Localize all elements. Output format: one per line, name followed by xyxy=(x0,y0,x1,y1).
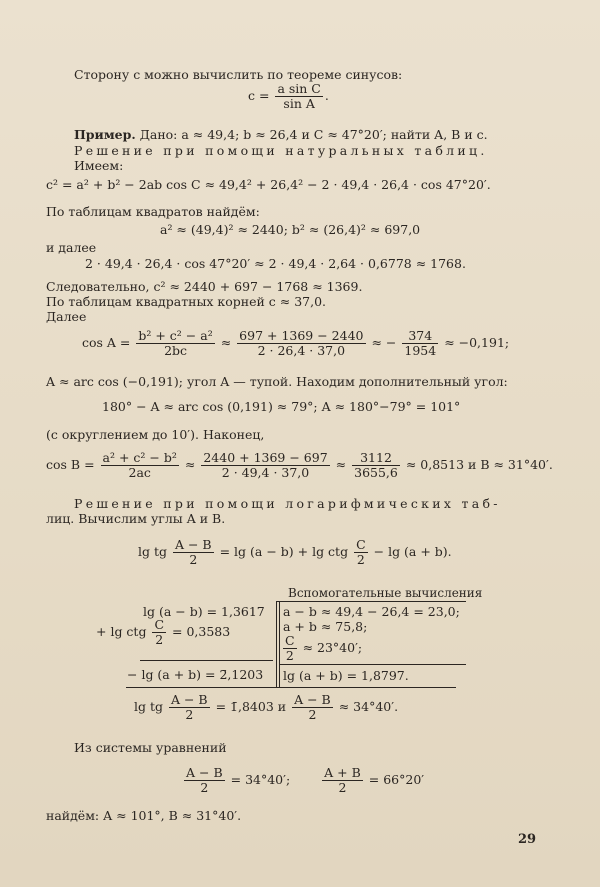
numerator: A − B xyxy=(170,692,208,707)
text-line: (с округлением до 10′). Наконец, xyxy=(46,427,265,442)
numerator: 697 + 1369 − 2440 xyxy=(239,328,364,343)
approx-sign: ≈ xyxy=(184,457,196,472)
fraction xyxy=(173,538,214,567)
equation-value: = 34°40′; xyxy=(230,772,291,787)
text-line: Следовательно, c² ≈ 2440 + 697 − 1768 ≈ 1369. xyxy=(46,279,363,294)
denominator: 2 xyxy=(155,632,164,647)
numerator: C xyxy=(285,633,295,648)
equation-value: = 66°20′ xyxy=(368,772,425,787)
log-row: lg (a − b) = 1,3617 xyxy=(143,604,265,619)
log-row xyxy=(96,618,230,647)
formula-lhs: cos A = xyxy=(82,335,131,350)
fraction xyxy=(136,329,214,358)
numerator: a² + c² − b² xyxy=(102,450,177,465)
numerator: b² + c² − a² xyxy=(138,328,213,343)
fraction xyxy=(352,451,400,480)
fraction xyxy=(201,451,329,480)
numerator: A + B xyxy=(324,765,361,780)
text-line: По таблицам квадратных корней c ≈ 37,0. xyxy=(46,294,327,309)
sum-rule xyxy=(140,660,273,661)
denominator: 2 xyxy=(189,552,198,567)
formula-lhs: cos B = xyxy=(46,457,95,472)
text-line: найдём: A ≈ 101°, B ≈ 31°40′. xyxy=(46,808,242,823)
result-value: = 1̄,8403 и xyxy=(215,699,287,714)
aux-rule xyxy=(280,664,466,665)
denominator: 2 xyxy=(200,780,209,795)
aux-value: ≈ 23°40′; xyxy=(302,640,363,655)
numerator: C xyxy=(154,617,165,632)
text-line: лиц. Вычислим углы A и B. xyxy=(46,511,226,526)
log-label: + lg ctg xyxy=(96,624,147,639)
example-text: Дано: a ≈ 49,4; b ≈ 26,4 и C ≈ 47°20′; найти A, B и c. xyxy=(139,127,488,142)
approx-sign: ≈ − xyxy=(371,335,397,350)
fraction xyxy=(184,766,225,795)
fraction xyxy=(283,634,297,663)
aux-rule xyxy=(276,601,466,602)
numerator: 2440 + 1369 − 697 xyxy=(203,450,328,465)
formula-line: 2 · 49,4 · 26,4 · cos 47°20′ ≈ 2 · 49,4 · 2,64 · 0,6778 ≈ 1768. xyxy=(85,256,466,271)
denominator: 2 xyxy=(308,707,317,722)
fraction xyxy=(169,693,210,722)
formula-lhs: lg tg xyxy=(138,544,167,559)
fraction xyxy=(292,693,333,722)
result-rule xyxy=(126,687,456,688)
example-label: Пример. xyxy=(74,127,136,142)
denominator: 2bc xyxy=(164,343,188,358)
text-line: По таблицам квадратов найдём: xyxy=(46,204,260,219)
section-heading: Решение при помощи натуральных таблиц. xyxy=(74,143,488,158)
aux-divider xyxy=(276,601,277,687)
denominator: 3655,6 xyxy=(354,465,398,480)
result-label: lg tg xyxy=(134,699,163,714)
fraction xyxy=(237,329,365,358)
text-line: A ≈ arc cos (−0,191); угол A — тупой. Находим дополнительный угол: xyxy=(46,374,508,389)
result-line xyxy=(134,693,398,722)
formula-cosA xyxy=(82,329,509,358)
formula-end: ≈ −0,191; xyxy=(444,335,510,350)
text-line: Сторону c можно вычислить по теореме синусов: xyxy=(74,67,403,82)
section-heading: Решение при помощи логарифмических таб- xyxy=(74,496,501,511)
approx-sign: ≈ xyxy=(220,335,232,350)
fraction xyxy=(354,538,368,567)
formula-c xyxy=(248,82,329,111)
numerator: A − B xyxy=(186,765,223,780)
denominator: 1954 xyxy=(404,343,437,358)
denominator: 2 · 26,4 · 37,0 xyxy=(257,343,346,358)
fraction xyxy=(275,82,322,111)
formula-line: a² ≈ (49,4)² ≈ 2440; b² ≈ (26,4)² ≈ 697,0 xyxy=(160,222,421,237)
numerator: 374 xyxy=(402,329,438,344)
equation-system xyxy=(182,766,424,795)
punct: . xyxy=(324,88,329,103)
text-line: и далее xyxy=(46,240,97,255)
formula-lgtg xyxy=(138,538,452,567)
numerator: C xyxy=(356,537,366,552)
denominator: 2 xyxy=(356,552,365,567)
text-line: Далее xyxy=(46,309,87,324)
formula-line: 180° − A ≈ arc cos (0,191) ≈ 79°; A ≈ 180°−79° = 101° xyxy=(102,399,461,414)
denominator: 2 · 49,4 · 37,0 xyxy=(221,465,310,480)
fraction xyxy=(402,329,438,358)
aux-title: Вспомогательные вычисления xyxy=(288,586,483,600)
formula-cosB xyxy=(46,451,553,480)
formula-line: c² = a² + b² − 2ab cos C ≈ 49,4² + 26,4² − 2 · 49,4 · 26,4 · cos 47°20′. xyxy=(46,177,491,192)
denominator: 2 xyxy=(338,780,347,795)
numerator: 3112 xyxy=(352,451,400,466)
aux-row: a + b ≈ 75,8; xyxy=(283,619,368,634)
fraction xyxy=(322,766,363,795)
formula-end: ≈ 0,8513 и B ≈ 31°40′. xyxy=(405,457,553,472)
result-end: ≈ 34°40′. xyxy=(338,699,399,714)
aux-row xyxy=(283,634,362,663)
formula-mid: = lg (a − b) + lg ctg xyxy=(219,544,349,559)
text-line: Из системы уравнений xyxy=(74,740,227,755)
aux-row: a − b ≈ 49,4 − 26,4 = 23,0; xyxy=(283,604,460,619)
denominator: 2 xyxy=(185,707,194,722)
aux-row: lg (a + b) = 1,8797. xyxy=(283,668,409,683)
log-value: = 0,3583 xyxy=(172,624,231,639)
text-line: Имеем: xyxy=(74,158,124,173)
numerator: a sin C xyxy=(277,81,321,96)
numerator: A − B xyxy=(174,537,212,552)
page-number: 29 xyxy=(518,832,537,847)
denominator: 2 xyxy=(285,648,294,663)
aux-divider xyxy=(279,601,280,687)
formula-lhs: c = xyxy=(248,88,270,103)
fraction xyxy=(101,451,179,480)
fraction xyxy=(152,618,166,647)
denominator: sin A xyxy=(283,96,315,111)
denominator: 2ac xyxy=(128,465,151,480)
numerator: A − B xyxy=(294,692,331,707)
formula-end: − lg (a + b). xyxy=(373,544,452,559)
log-row: − lg (a + b) = 2̄,1203 xyxy=(127,667,264,682)
approx-sign: ≈ xyxy=(335,457,347,472)
example-line xyxy=(74,127,488,142)
